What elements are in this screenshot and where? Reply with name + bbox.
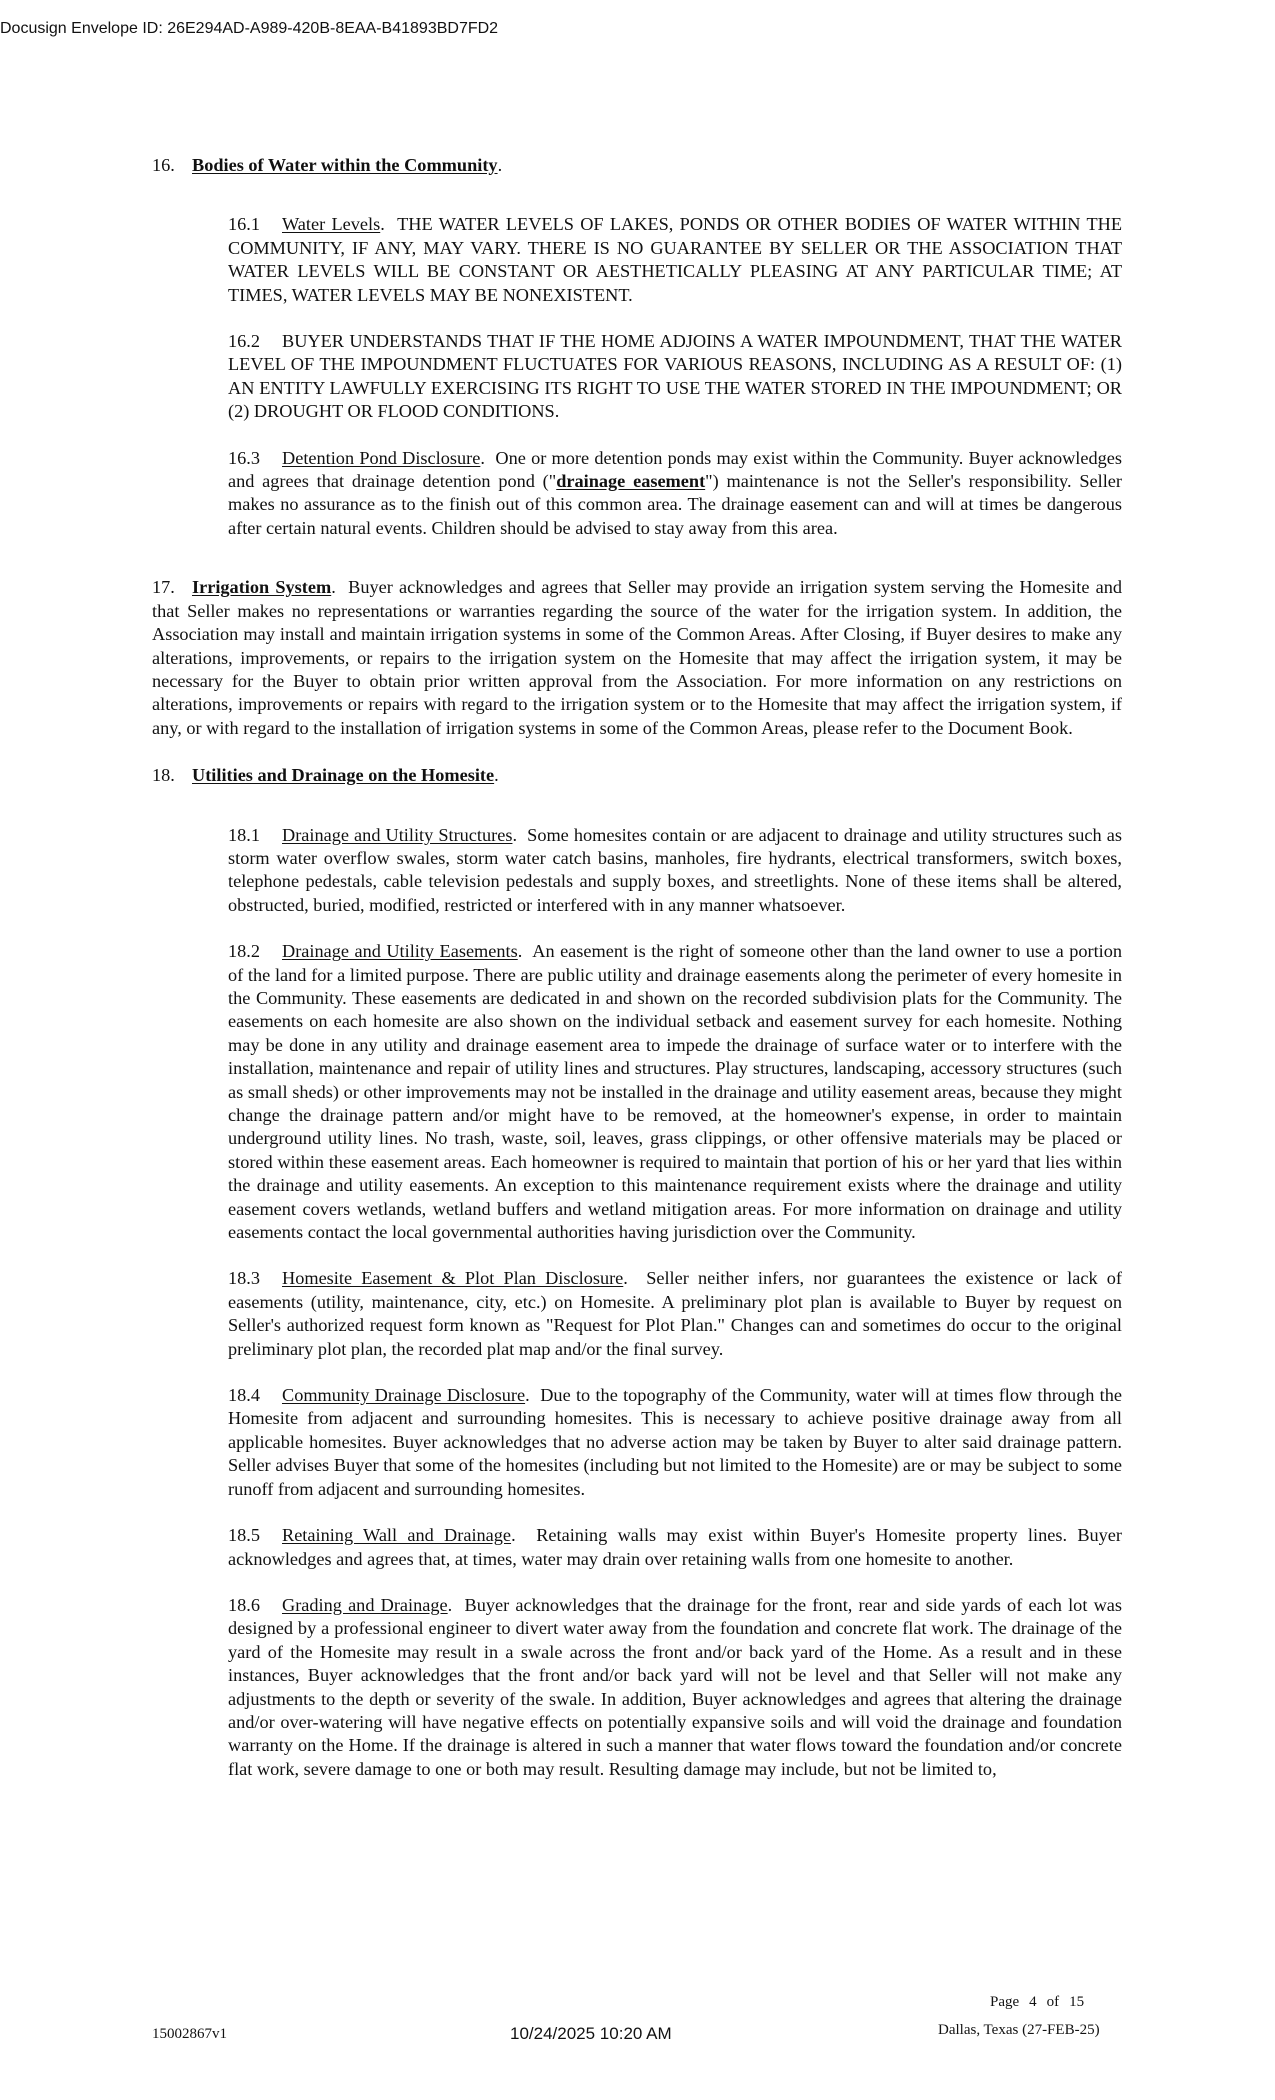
subsection-number: 18.3 (228, 1268, 260, 1289)
section-16-1: 16.1 Water Levels. THE WATER LEVELS OF LAKES, PONDS OR OTHER BODIES OF WATER WITHIN THE COMMUNITY, IF ANY, MAY VARY. THERE IS NO GUARANTEE BY SELLER OR THE ASSOCIATION THAT WATER LEVELS WILL BE CONSTANT OR AESTHETICALLY PLEASING AT ANY PARTICULAR TIME; AT TIMES, WATER LEVELS MAY BE NONEXISTENT. (228, 214, 1122, 305)
subsection-text: Seller neither infers, nor guarantees the existence or lack of easements (utility, maintenance, city, etc.) on Homesite. A preliminary plot plan is available to Buyer by request on Seller's authorized request form known as "Request for Plot Plan." Changes can and sometimes do occur to the original preliminary plot plan, the recorded plat map and/or the final survey. (228, 1268, 1122, 1359)
subsection-number: 16.3 (228, 447, 260, 468)
document-location: Dallas, Texas (27-FEB-25) (938, 2022, 1100, 2038)
section-number: 18. (152, 765, 175, 786)
subsection-text: An easement is the right of someone other than the land owner to use a portion of the land for a limited purpose. There are public utility and drainage easements along the perimeter of every homesite in the Community. These easements are dedicated in and shown on the recorded subdivision plats for the Community. The easements on each homesite are also shown on the individual setback and easement survey for each homesite. Nothing may be done in any utility and drainage easement area to impede the drainage of surface water or to interfere with the installation, maintenance and repair of utility lines and structures. Play structures, landscaping, accessory structures (such as small sheds) or other improvements may not be installed in the drainage and utility easement areas, because they might change the drainage pattern and/or might have to be removed, at the homeowner's expense, in order to maintain underground utility lines. No trash, waste, soil, leaves, grass clippings, or other offensive materials may be placed or stored within these easement areas. Each homeowner is required to maintain that portion of his or her yard that lies within the drainage and utility easements. An exception to this maintenance requirement exists where the drainage and utility easement covers wetlands, wetland buffers and wetland mitigation areas. For more information on drainage and utility easements contact the local governmental authorities having jurisdiction over the Community. (228, 941, 1123, 1243)
section-16-heading: 16. Bodies of Water within the Community. (152, 154, 1122, 177)
page-total: 15 (1069, 1994, 1085, 2010)
section-16-2 (228, 330, 1122, 424)
signature-timestamp: 10/24/2025 10:20 AM (510, 2024, 672, 2043)
document-id: 15002867v1 (152, 2026, 227, 2042)
subsection-title: Drainage and Utility Structures (282, 824, 513, 845)
section-18-6: 18.6 Grading and Drainage. Buyer acknowledges that the drainage for the front, rear and side yards of each lot was designed by a professional engineer to divert water away from the foundation and concrete flat work. The drainage of the yard of the Homesite may result in a swale across the front and/or back yard of the Home. As a result and in these instances, Buyer acknowledges that the front and/or back yard will not be level and that Seller will not make any adjustments to the depth or severity of the swale. In addition, Buyer acknowledges and agrees that altering the drainage and/or over-watering will have negative effects on potentially expansive soils and will void the drainage and foundation warranty on the Home. If the drainage is altered in such a manner that water flows toward the foundation and/or concrete flat work, severe damage to one or both may result. Resulting damage may include, but not be limited to, (228, 1594, 1122, 1779)
document-body (152, 154, 1122, 1781)
subsection-text: Buyer acknowledges that the drainage for the front, rear and side yards of each lot was designed by a professional engineer to divert water away from the foundation and concrete flat work. The drainage of the yard of the Homesite may result in a swale across the front and/or back yard of the Home. As a result and in these instances, Buyer acknowledges that the front and/or back yard will not be level and that Seller will not make any adjustments to the depth or severity of the swale. In addition, Buyer acknowledges and agrees that altering the drainage and/or over-watering will have negative effects on potentially expansive soils and will void the drainage and foundation warranty on the Home. If the drainage is altered in such a manner that water flows toward the foundation and/or concrete flat work, severe damage to one or both may result. Resulting damage may include, but not be limited to, (228, 1594, 1122, 1779)
page-indicator (990, 1994, 1094, 2011)
subsection-number: 18.4 (228, 1385, 260, 1406)
section-number: 17. (152, 577, 175, 598)
section-title: Utilities and Drainage on the Homesite (192, 765, 495, 786)
subsection-title: Grading and Drainage (282, 1594, 448, 1615)
subsection-text: Some homesites contain or are adjacent to drainage and utility structures such as storm water overflow swales, storm water catch basins, manholes, fire hydrants, electrical transformers, switch boxes, telephone pedestals, cable television pedestals and supply boxes, and streetlights. None of these items shall be altered, obstructed, buried, modified, restricted or interfered with in any manner whatsoever. (228, 824, 1122, 915)
section-text: Buyer acknowledges and agrees that Seller may provide an irrigation system serving the Homesite and that Seller makes no representations or warranties regarding the source of the water for the irrigation system. In addition, the Association may install and maintain irrigation systems in some of the Common Areas. After Closing, if Buyer desires to make any alterations, improvements, or repairs to the irrigation system on the Homesite that may affect the irrigation system, it may be necessary for the Buyer to obtain prior written approval from the Association. For more information on any restrictions on alterations, improvements or repairs with regard to the irrigation system or to the Homesite that may affect the irrigation system, if any, or with regard to the installation of irrigation systems in some of the Common Areas, please refer to the Document Book. (152, 577, 1123, 738)
subsection-number: 18.6 (228, 1594, 260, 1615)
section-title: Irrigation System (192, 577, 332, 598)
subsection-number: 18.2 (228, 941, 260, 962)
subsection-title: Community Drainage Disclosure (282, 1385, 526, 1406)
defined-term: drainage easement (556, 471, 706, 492)
page-of-label: of (1046, 1994, 1060, 2010)
section-18-4: 18.4 Community Drainage Disclosure. Due to the topography of the Community, water will at times flow through the Homesite from adjacent and surrounding homesites. This is necessary to achieve positive drainage away from all applicable homesites. Buyer acknowledges that no adverse action may be taken by Buyer to alter said drainage pattern. Seller advises Buyer that some of the homesites (including but not limited to the Homesite) are or may be subject to some runoff from adjacent and surrounding homesites. (228, 1385, 1122, 1499)
subsection-text: BUYER UNDERSTANDS THAT IF THE HOME ADJOINS A WATER IMPOUNDMENT, THAT THE WATER LEVEL OF THE IMPOUNDMENT FLUCTUATES FOR VARIOUS REASONS, INCLUDING AS A RESULT OF: (1) AN ENTITY LAWFULLY EXERCISING ITS RIGHT TO USE THE WATER STORED IN THE IMPOUNDMENT; OR (2) DROUGHT OR FLOOD CONDITIONS. (228, 331, 1122, 422)
section-16-3: 16.3 Detention Pond Disclosure. One or more detention ponds may exist within the Community. Buyer acknowledges and agrees that drainage detention pond ("drainage easement") maintenance is not the Seller's responsibility. Seller makes no assurance as to the finish out of this common area. The drainage easement can and will at times be dangerous after certain natural events. Children should be advised to stay away from this area. (228, 447, 1122, 538)
subsection-text: THE WATER LEVELS OF LAKES, PONDS OR OTHER BODIES OF WATER WITHIN THE COMMUNITY, IF ANY, MAY VARY. THERE IS NO GUARANTEE BY SELLER OR THE ASSOCIATION THAT WATER LEVELS WILL BE CONSTANT OR AESTHETICALLY PLEASING AT ANY PARTICULAR TIME; AT TIMES, WATER LEVELS MAY BE NONEXISTENT. (228, 214, 1122, 305)
subsection-title: Detention Pond Disclosure (282, 447, 481, 468)
subsection-title: Retaining Wall and Drainage (282, 1525, 512, 1546)
subsection-number: 16.1 (228, 214, 260, 235)
section-18-3: 18.3 Homesite Easement & Plot Plan Disclosure. Seller neither infers, nor guarantees the existence or lack of easements (utility, maintenance, city, etc.) on Homesite. A preliminary plot plan is available to Buyer by request on Seller's authorized request form known as "Request for Plot Plan." Changes can and sometimes do occur to the original preliminary plot plan, the recorded plat map and/or the final survey. (228, 1268, 1122, 1359)
subsection-number: 16.2 (228, 331, 260, 352)
subsection-text: Due to the topography of the Community, water will at times flow through the Homesite from adjacent and surrounding homesites. This is necessary to achieve positive drainage away from all applicable homesites. Buyer acknowledges that no adverse action may be taken by Buyer to alter said drainage pattern. Seller advises Buyer that some of the homesites (including but not limited to the Homesite) are or may be subject to some runoff from adjacent and surrounding homesites. (228, 1385, 1122, 1499)
envelope-id: Docusign Envelope ID: 26E294AD-A989-420B-8EAA-B41893BD7FD2 (0, 20, 499, 37)
section-number: 16. (152, 155, 175, 175)
section-18-heading: 18. Utilities and Drainage on the Homesite. (152, 764, 1122, 787)
subsection-number: 18.5 (228, 1525, 260, 1546)
section-title: Bodies of Water within the Community (192, 155, 498, 175)
subsection-text-cont: ") maintenance is not the Seller's responsibility. Seller makes no assurance as to the finish out of this common area. The drainage easement can and will at times be dangerous after certain natural events. Children should be advised to stay away from this area. (228, 471, 1122, 538)
subsection-title: Drainage and Utility Easements (282, 941, 518, 962)
section-18-5: 18.5 Retaining Wall and Drainage. Retaining walls may exist within Buyer's Homesite property lines. Buyer acknowledges and agrees that, at times, water may drain over retaining walls from one homesite to another. (228, 1525, 1122, 1569)
page-label: Page (990, 1994, 1020, 2010)
page-number: 4 (1029, 1994, 1037, 2010)
section-18-1: 18.1 Drainage and Utility Structures. Some homesites contain or are adjacent to drainage and utility structures such as storm water overflow swales, storm water catch basins, manholes, fire hydrants, electrical transformers, switch boxes, telephone pedestals, cable television pedestals and supply boxes, and streetlights. None of these items shall be altered, obstructed, buried, modified, restricted or interfered with in any manner whatsoever. (228, 824, 1122, 915)
subsection-title: Water Levels (282, 214, 381, 235)
subsection-title: Homesite Easement & Plot Plan Disclosure (282, 1268, 624, 1289)
subsection-text: One or more detention ponds may exist within the Community. Buyer acknowledges and agrees that drainage detention pond (" (228, 447, 1122, 492)
section-18-2: 18.2 Drainage and Utility Easements. An easement is the right of someone other than the land owner to use a portion of the land for a limited purpose. There are public utility and drainage easements along the perimeter of every homesite in the Community. These easements are dedicated in and shown on the recorded subdivision plats for the Community. The easements on each homesite are also shown on the individual setback and easement survey for each homesite. Nothing may be done in any utility and drainage easement area to impede the drainage of surface water or to interfere with the installation, maintenance and repair of utility lines and structures. Play structures, landscaping, accessory structures (such as small sheds) or other improvements may not be installed in the drainage and utility easement areas, because they might change the drainage pattern and/or might have to be removed, at the homeowner's expense, in order to maintain underground utility lines. No trash, waste, soil, leaves, grass clippings, or other offensive materials may be placed or stored within these easement areas. Each homeowner is required to maintain that portion of his or her yard that lies within the drainage and utility easements. An exception to this maintenance requirement exists where the drainage and utility easement covers wetlands, wetland buffers and wetland mitigation areas. For more information on drainage and utility easements contact the local governmental authorities having jurisdiction over the Community. (228, 941, 1123, 1243)
subsection-number: 18.1 (228, 824, 260, 845)
subsection-text: Retaining walls may exist within Buyer's Homesite property lines. Buyer acknowledges and agrees that, at times, water may drain over retaining walls from one homesite to another. (228, 1525, 1122, 1569)
section-17: 17. Irrigation System. Buyer acknowledges and agrees that Seller may provide an irrigation system serving the Homesite and that Seller makes no representations or warranties regarding the source of the water for the irrigation system. In addition, the Association may install and maintain irrigation systems in some of the Common Areas. After Closing, if Buyer desires to make any alterations, improvements, or repairs to the irrigation system on the Homesite that may affect the irrigation system, it may be necessary for the Buyer to obtain prior written approval from the Association. For more information on any restrictions on alterations, improvements or repairs with regard to the irrigation system or to the Homesite that may affect the irrigation system, if any, or with regard to the installation of irrigation systems in some of the Common Areas, please refer to the Document Book. (152, 577, 1123, 738)
